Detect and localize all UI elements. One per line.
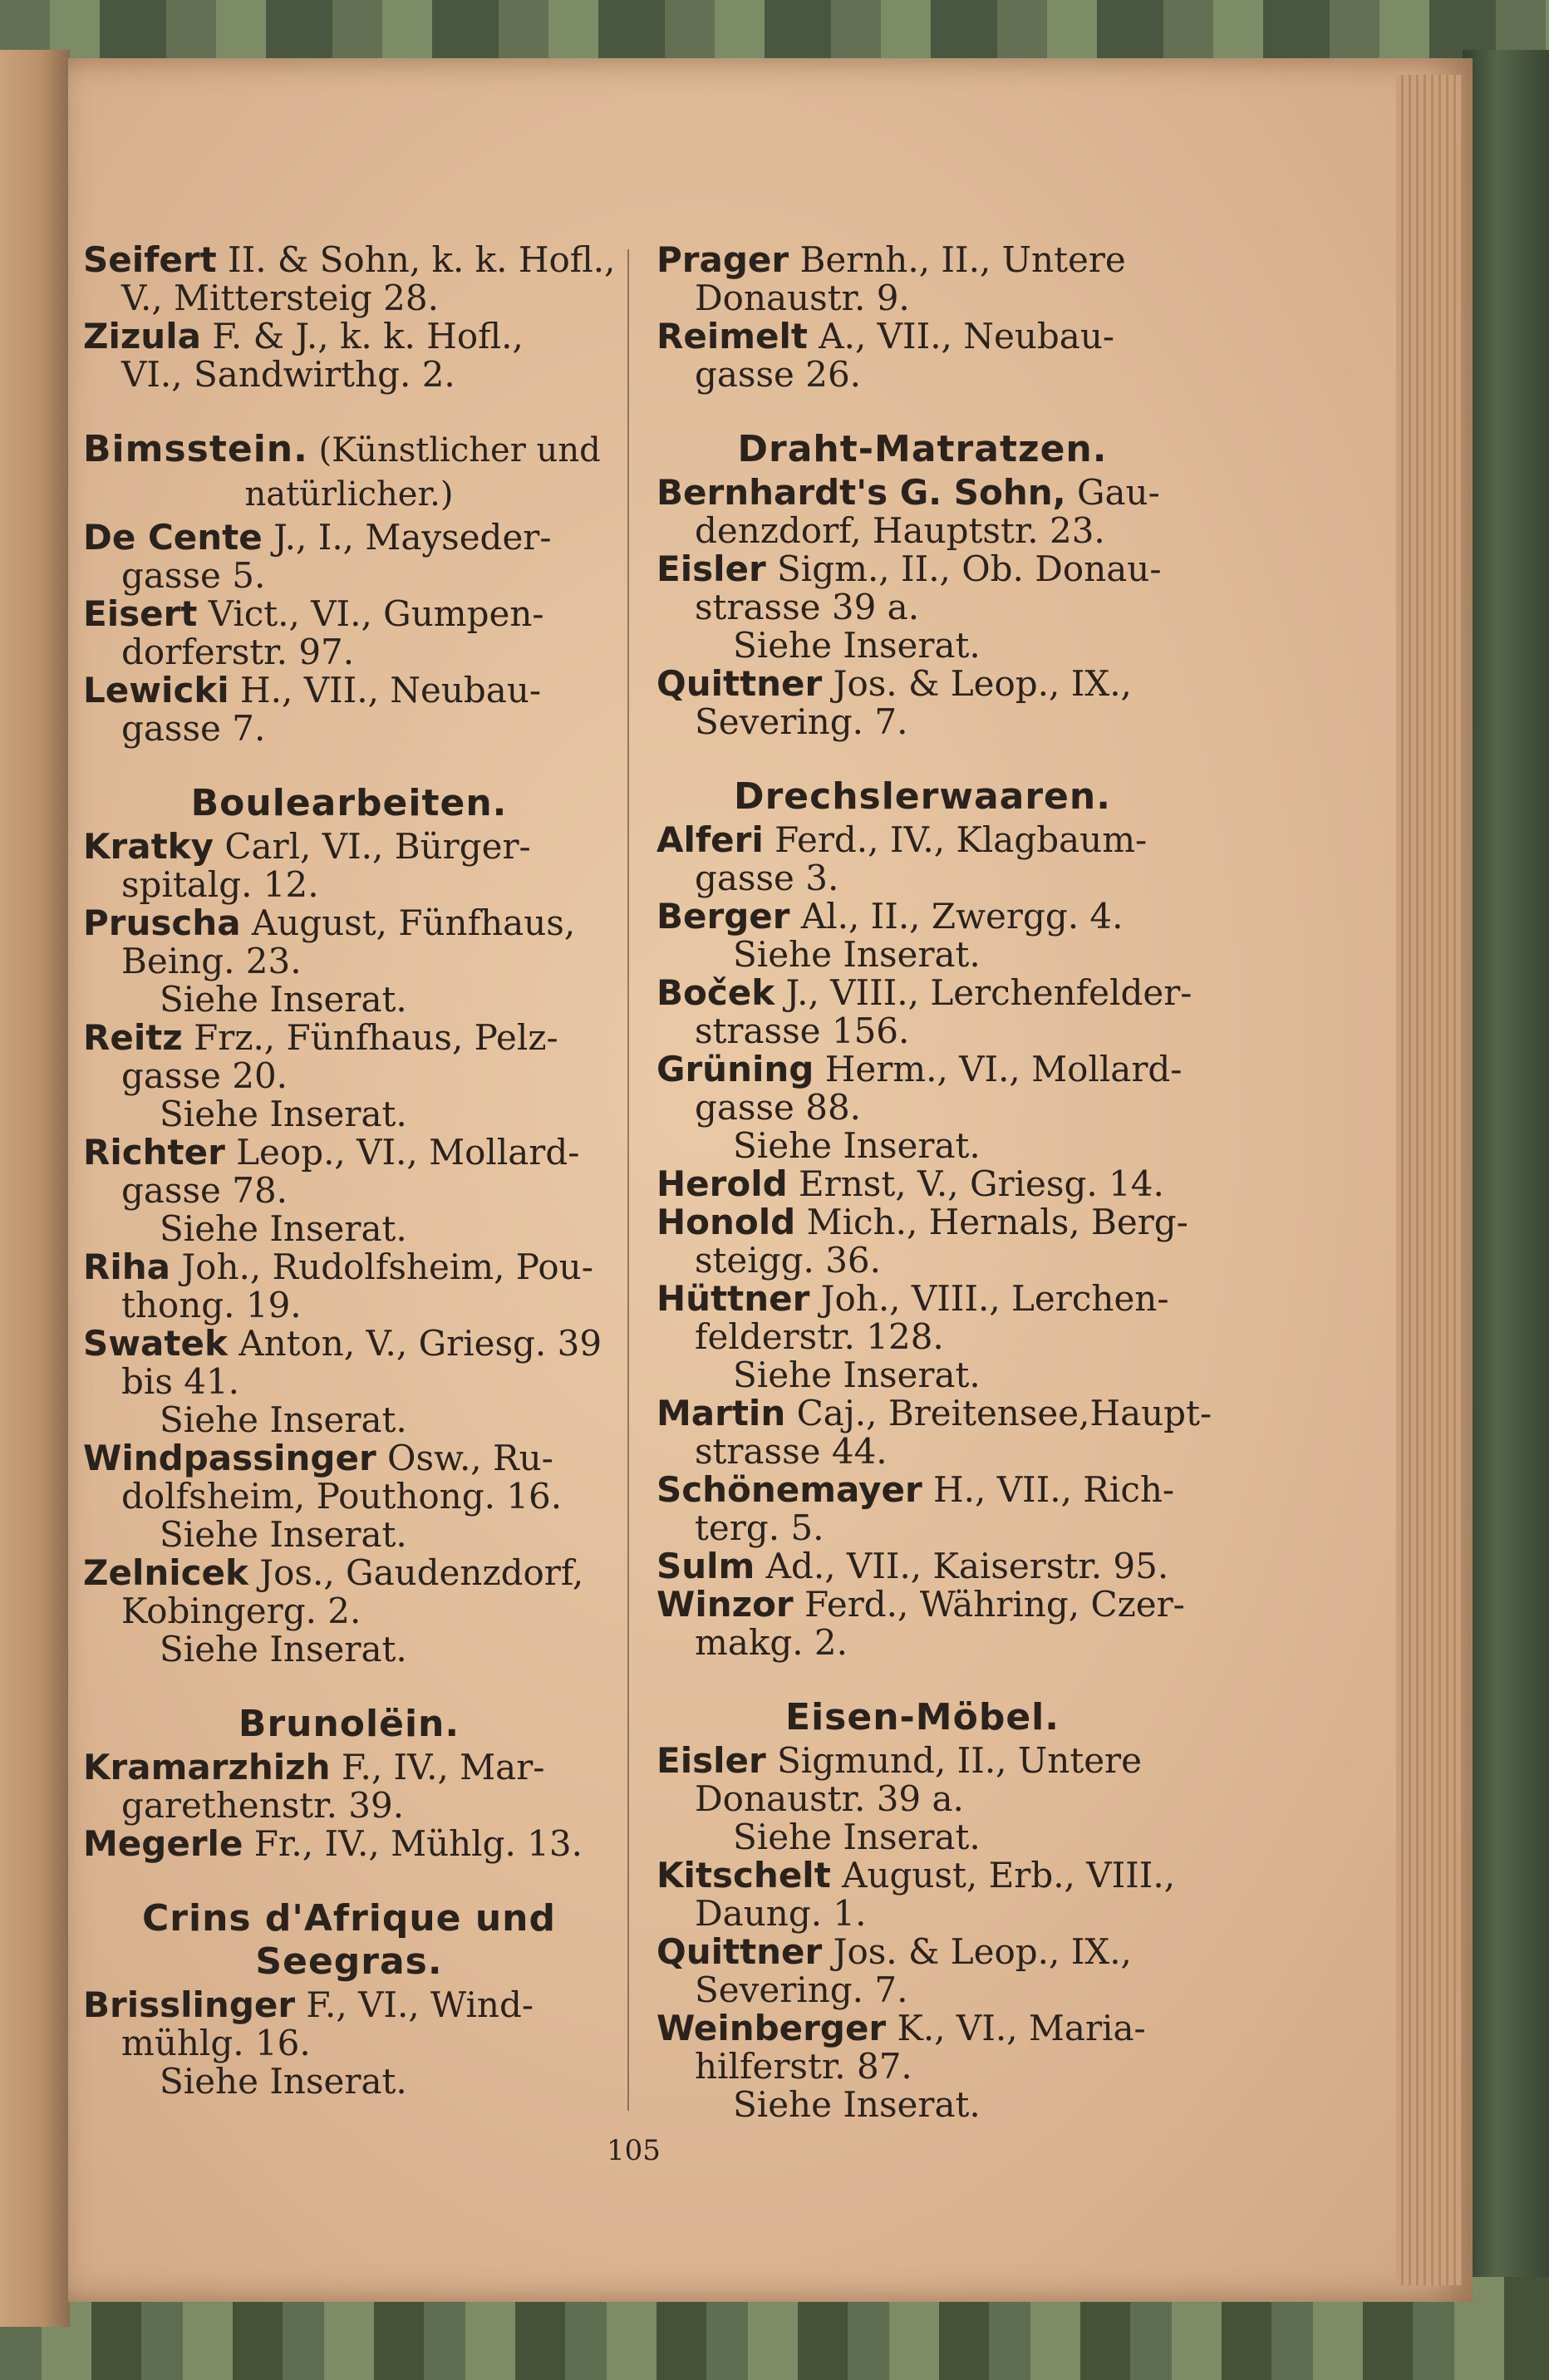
entry-name: Seifert: [83, 239, 217, 280]
entry-details: August, Fünfhaus,: [240, 902, 576, 943]
entry-address: thong. 19.: [121, 1285, 302, 1325]
entry-first-line: [656, 1165, 1188, 1203]
entry-address: Severing. 7.: [695, 1969, 908, 2010]
section-title: Boulearbeiten.: [190, 782, 508, 824]
entry-first-line: [656, 2009, 1188, 2048]
entry-details: Osw., Ru-: [376, 1438, 553, 1478]
directory-entry: [83, 1554, 615, 1669]
directory-entry: [656, 821, 1188, 897]
entry-details: Gau-: [1065, 472, 1160, 513]
entry-details: Sigmund, II., Untere: [765, 1740, 1142, 1781]
directory-entry: [656, 1742, 1188, 1856]
entry-details: H., VII., Neubau-: [229, 670, 542, 711]
entry-address: dorferstr. 97.: [121, 632, 355, 672]
entry-name: Quittner: [656, 663, 823, 704]
section-heading: [83, 430, 615, 470]
directory-entry: [83, 317, 615, 394]
entry-first-line: [656, 1050, 1188, 1089]
entry-details: Frz., Fünfhaus, Pelz-: [182, 1017, 558, 1058]
entry-address: strasse 44.: [695, 1431, 888, 1472]
entry-name: Martin: [656, 1393, 786, 1433]
entry-address: hilferstr. 87.: [695, 2046, 912, 2087]
entry-first-line: [656, 474, 1188, 512]
entry-first-line: [656, 1393, 1212, 1433]
entry-first-line: [656, 972, 1192, 1013]
section-title: Brunolëin.: [238, 1703, 460, 1745]
entry-address: makg. 2.: [695, 1622, 848, 1663]
entry-details: Sigm., II., Ob. Donau-: [765, 548, 1162, 589]
entry-address: denzdorf, Hauptstr. 23.: [695, 510, 1105, 551]
entry-name: Berger: [656, 896, 790, 937]
directory-entry: [83, 1986, 615, 2101]
entry-reference: Siehe Inserat.: [733, 934, 981, 975]
entry-first-line: [83, 519, 615, 557]
entry-name: De Cente: [83, 517, 263, 558]
entry-details: F. & J., k. k. Hofl.,: [200, 316, 524, 357]
entry-details: A., VII., Neubau-: [807, 316, 1115, 357]
entry-details: Ernst, V., Griesg. 14.: [787, 1163, 1164, 1204]
entry-name: Lewicki: [83, 670, 229, 711]
entry-details: Ferd., IV., Klagbaum-: [763, 819, 1148, 860]
entry-name: Richter: [83, 1132, 225, 1173]
entry-details: Vict., VI., Gumpen-: [197, 593, 544, 634]
entry-name: Reitz: [83, 1017, 183, 1058]
directory-entry: [83, 595, 615, 671]
entry-address: Kobingerg. 2.: [121, 1591, 361, 1631]
section-title: Draht-Matratzen.: [737, 428, 1108, 470]
page-edges: [1396, 75, 1463, 2285]
directory-entry: [656, 241, 1188, 317]
column-divider: [627, 249, 629, 2111]
entry-name: Honold: [656, 1202, 796, 1242]
directory-entry: [83, 671, 615, 748]
directory-entry: [656, 1471, 1188, 1547]
directory-entry: [656, 1050, 1188, 1165]
entry-first-line: [656, 1586, 1188, 1624]
entry-first-line: [656, 241, 1188, 279]
entry-details: II. & Sohn, k. k. Hofl.,: [216, 239, 616, 280]
section-heading: [656, 1696, 1188, 1738]
entry-details: J., I., Mayseder-: [262, 517, 552, 558]
entry-name: Grüning: [656, 1049, 814, 1089]
directory-entry: [83, 1248, 615, 1325]
entry-reference: Siehe Inserat.: [733, 1355, 981, 1395]
entry-name: Herold: [656, 1163, 788, 1204]
entry-first-line: [83, 1986, 615, 2024]
directory-entry: [83, 519, 615, 595]
entry-reference: Siehe Inserat.: [733, 1125, 981, 1166]
directory-entry: [656, 1393, 1212, 1472]
section-note: (Künstlicher und: [307, 431, 601, 470]
entry-address: bis 41.: [121, 1361, 240, 1402]
entry-name: Swatek: [83, 1323, 228, 1364]
entry-address: Severing. 7.: [695, 701, 908, 742]
entry-details: Jos., Gaudenzdorf,: [248, 1552, 584, 1593]
entry-address: Donaustr. 39 a.: [695, 1778, 964, 1819]
page-number: 105: [607, 2134, 661, 2167]
entry-reference: Siehe Inserat.: [733, 2084, 981, 2125]
entry-first-line: [83, 241, 615, 279]
entry-reference: Siehe Inserat.: [733, 625, 981, 666]
entry-details: Mich., Hernals, Berg-: [795, 1202, 1188, 1242]
entry-name: Kratky: [83, 826, 214, 867]
entry-details: Jos. & Leop., IX.,: [822, 663, 1132, 704]
section-heading: [83, 784, 615, 823]
entry-name: Zelnicek: [83, 1552, 248, 1593]
book-cover-right: [1463, 50, 1549, 2327]
entry-name: Megerle: [83, 1823, 243, 1864]
section-heading: [656, 775, 1188, 818]
entry-address: Donaustr. 9.: [695, 278, 910, 318]
entry-name: Bernhardt's G. Sohn,: [656, 472, 1066, 513]
entry-details: Anton, V., Griesg. 39: [227, 1323, 602, 1364]
entry-name: Hüttner: [656, 1278, 810, 1319]
entry-name: Eisert: [83, 593, 198, 634]
directory-entry: [83, 1019, 615, 1133]
entry-details: J., VIII., Lerchenfelder-: [774, 972, 1192, 1013]
entry-details: F., VI., Wind-: [295, 1984, 534, 2025]
entry-details: Carl, VI., Bürger-: [214, 826, 531, 867]
entry-first-line: [656, 665, 1188, 703]
directory-entry: [656, 1547, 1188, 1586]
entry-first-line: [656, 821, 1188, 859]
entry-first-line: [656, 1471, 1188, 1509]
entry-first-line: [656, 1933, 1188, 1971]
directory-entry: [83, 904, 615, 1019]
entry-name: Eisler: [656, 548, 766, 589]
entry-address: V., Mittersteig 28.: [121, 278, 439, 318]
entry-address: spitalg. 12.: [121, 864, 319, 905]
directory-entry: [656, 1856, 1188, 1933]
entry-address: gasse 5.: [121, 555, 266, 596]
directory-entry: [83, 1825, 615, 1863]
entry-reference: Siehe Inserat.: [160, 1094, 407, 1134]
entry-details: K., VI., Maria-: [886, 2008, 1146, 2048]
entry-details: Caj., Breitensee,Haupt-: [785, 1393, 1212, 1433]
entry-details: Joh., Rudolfsheim, Pou-: [170, 1247, 593, 1287]
entry-address: garethenstr. 39.: [121, 1785, 405, 1826]
entry-name: Sulm: [656, 1546, 755, 1586]
directory-entry: [656, 1933, 1188, 2009]
section-heading: [656, 430, 1188, 469]
entry-details: Al., II., Zwergg. 4.: [789, 896, 1124, 937]
entry-reference: Siehe Inserat.: [160, 1629, 407, 1669]
entry-address: dolfsheim, Pouthong. 16.: [121, 1476, 563, 1517]
entry-first-line: [656, 1280, 1188, 1318]
entry-reference: Siehe Inserat.: [160, 979, 407, 1020]
directory-entry: [83, 828, 615, 904]
entry-name: Kramarzhizh: [83, 1747, 331, 1787]
entry-reference: Siehe Inserat.: [160, 2061, 407, 2102]
entry-name: Quittner: [656, 1931, 823, 1972]
entry-details: Jos. & Leop., IX.,: [822, 1931, 1132, 1972]
entry-details: Joh., VIII., Lerchen-: [809, 1278, 1169, 1319]
section-note-line: [83, 475, 615, 514]
entry-first-line: [83, 1325, 615, 1363]
entry-details: Herm., VI., Mollard-: [814, 1049, 1183, 1089]
left-column: [83, 241, 615, 2101]
entry-name: Alferi: [656, 819, 764, 860]
directory-entry: [83, 241, 615, 317]
entry-first-line: [83, 1019, 615, 1057]
entry-first-line: [83, 1748, 615, 1787]
entry-first-line: [83, 904, 615, 942]
entry-address: gasse 26.: [695, 354, 862, 395]
directory-entry: [656, 897, 1188, 974]
entry-name: Riha: [83, 1247, 170, 1287]
entry-address: Daung. 1.: [695, 1893, 867, 1934]
entry-address: Being. 23.: [121, 941, 302, 981]
entry-address: VI., Sandwirthg. 2.: [121, 354, 455, 395]
entry-name: Windpassinger: [83, 1438, 376, 1478]
entry-name: Prager: [656, 239, 789, 280]
entry-address: strasse 39 a.: [695, 587, 920, 627]
section-note: natürlicher.): [244, 475, 454, 514]
directory-entry: [83, 1133, 615, 1248]
entry-address: steigg. 36.: [695, 1240, 881, 1281]
directory-entry: [656, 317, 1188, 394]
directory-entry: [656, 1280, 1188, 1394]
entry-first-line: [656, 550, 1188, 588]
entry-name: Eisler: [656, 1740, 766, 1781]
entry-address: felderstr. 128.: [695, 1316, 944, 1357]
entry-address: gasse 3.: [695, 858, 839, 898]
entry-name: Pruscha: [83, 902, 241, 943]
directory-entry: [656, 2009, 1188, 2124]
entry-first-line: [83, 828, 615, 866]
entry-address: strasse 156.: [695, 1011, 910, 1051]
entry-details: Ferd., Währing, Czer-: [793, 1584, 1185, 1625]
entry-details: August, Erb., VIII.,: [830, 1855, 1176, 1896]
entry-details: Leop., VI., Mollard-: [224, 1132, 580, 1173]
section-title: Drechslerwaaren.: [734, 775, 1111, 818]
section-heading: [83, 1897, 615, 1940]
directory-entry: [656, 1203, 1188, 1280]
entry-first-line: [656, 897, 1188, 936]
entry-first-line: [656, 1547, 1188, 1586]
directory-entry: [656, 665, 1188, 741]
entry-details: Ad., VII., Kaiserstr. 95.: [755, 1546, 1169, 1586]
entry-name: Winzor: [656, 1584, 794, 1625]
entry-first-line: [83, 1825, 615, 1863]
entry-first-line: [83, 671, 615, 710]
entry-reference: Siehe Inserat.: [733, 1817, 981, 1857]
entry-address: gasse 78.: [121, 1170, 288, 1211]
entry-first-line: [83, 317, 615, 356]
entry-first-line: [83, 595, 615, 633]
directory-entry: [656, 474, 1188, 550]
entry-name: Schönemayer: [656, 1469, 922, 1510]
section-title: Crins d'Afrique und: [142, 1897, 556, 1940]
directory-entry: [656, 972, 1192, 1051]
entry-details: Bernh., II., Untere: [789, 239, 1126, 280]
entry-name: Kitschelt: [656, 1855, 831, 1896]
directory-entry: [83, 1325, 615, 1439]
directory-entry: [83, 1748, 615, 1825]
entry-first-line: [656, 1742, 1188, 1780]
directory-entry: [656, 1165, 1188, 1203]
entry-address: gasse 7.: [121, 708, 266, 749]
entry-reference: Siehe Inserat.: [160, 1208, 407, 1249]
section-title: Seegras.: [255, 1940, 443, 1983]
section-heading-line: [83, 1940, 615, 1983]
directory-entry: [656, 1586, 1188, 1662]
entry-details: Fr., IV., Mühlg. 13.: [243, 1823, 583, 1864]
entry-first-line: [83, 1554, 615, 1592]
entry-address: gasse 20.: [121, 1055, 288, 1096]
previous-page-edge: [0, 50, 70, 2327]
entry-first-line: [656, 1203, 1188, 1242]
entry-first-line: [656, 317, 1188, 356]
entry-first-line: [83, 1248, 615, 1286]
entry-details: F., IV., Mar-: [330, 1747, 545, 1787]
entry-address: terg. 5.: [695, 1507, 824, 1548]
section-title: Bimsstein.: [83, 428, 308, 470]
entry-name: Reimelt: [656, 316, 808, 357]
directory-entry: [83, 1439, 615, 1554]
entry-first-line: [656, 1856, 1188, 1895]
section-title: Eisen-Möbel.: [785, 1696, 1060, 1738]
entry-name: Weinberger: [656, 2008, 887, 2048]
entry-first-line: [83, 1439, 615, 1478]
entry-name: Boček: [656, 972, 775, 1013]
right-column: [656, 239, 1212, 2125]
entry-address: gasse 88.: [695, 1087, 862, 1128]
entry-details: H., VII., Rich-: [922, 1469, 1175, 1510]
entry-name: Brisslinger: [83, 1984, 296, 2025]
entry-reference: Siehe Inserat.: [160, 1514, 407, 1555]
entry-name: Zizula: [83, 316, 201, 357]
entry-reference: Siehe Inserat.: [160, 1399, 407, 1440]
section-heading: [83, 1705, 615, 1743]
directory-entry: [656, 550, 1188, 665]
entry-address: mühlg. 16.: [121, 2023, 311, 2063]
entry-first-line: [83, 1133, 615, 1172]
